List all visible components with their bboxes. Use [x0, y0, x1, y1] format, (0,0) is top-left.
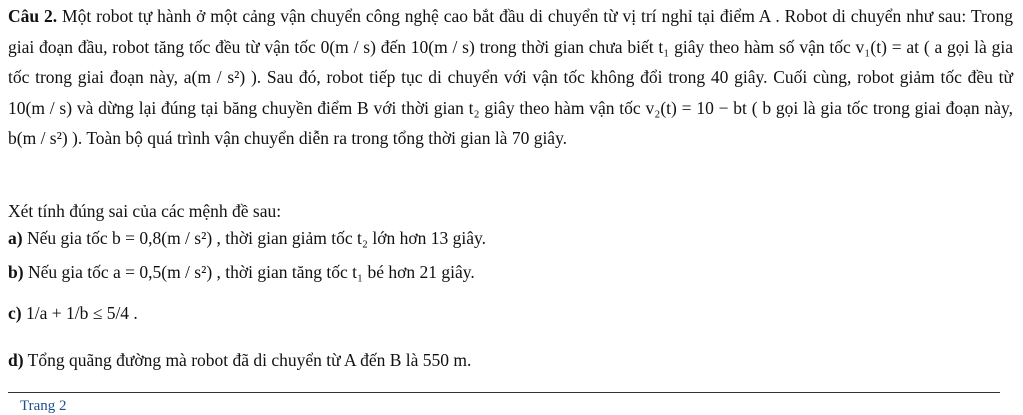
prompt-text: Xét tính đúng sai của các mệnh đề sau: [8, 201, 282, 221]
statement-label: a) [8, 228, 23, 248]
question-paragraph [8, 1, 1013, 154]
statement-label: d) [8, 350, 24, 370]
question-text: Một robot tự hành ở một cảng vận chuyển công nghệ cao bắt đầu di chuyển từ vị trí nghỉ tại điểm A . Robot di chuyển như sau: Trong giai đoạn đầu, robot tăng tốc đều từ vận tốc 0(m / s) đến 10(m / s) trong thời gian chưa biết t₁ giây theo hàm số vận tốc v₁(t) = at ( a gọi là gia tốc trong giai đoạn này, a(m / s²) ). Sau đó, robot tiếp tục di chuyển với vận tốc không đổi trong 40 giây. Cuối cùng, robot giảm tốc đều từ 10(m / s) và dừng lại đúng tại băng chuyền điểm B với thời gian t₂ giây theo hàm vận tốc v₂(t) = 10 − bt ( b gọi là gia tốc trong giai đoạn này, b(m / s²) ). Toàn bộ quá trình vận chuyển diễn ra trong tổng thời gian là 70 giây. [8, 6, 1013, 148]
statement-label: b) [8, 262, 24, 282]
statement-b [8, 257, 1013, 288]
footer-divider [8, 392, 1000, 393]
statement-c [8, 298, 1013, 329]
statement-text: Nếu gia tốc a = 0,5(m / s²) , thời gian tăng tốc t₁ bé hơn 21 giây. [27, 262, 475, 282]
statement-a [8, 223, 1013, 254]
statement-label: c) [8, 303, 22, 323]
page-number: Trang 2 [20, 398, 67, 414]
question-label: Câu 2. [8, 6, 58, 26]
statement-text: Nếu gia tốc b = 0,8(m / s²) , thời gian giảm tốc t₂ lớn hơn 13 giây. [26, 228, 486, 248]
statement-text: 1/a + 1/b ≤ 5/4 . [25, 303, 138, 323]
statement-text: Tổng quãng đường mà robot đã di chuyển từ A đến B là 550 m. [27, 350, 472, 370]
statement-d [8, 345, 1013, 376]
